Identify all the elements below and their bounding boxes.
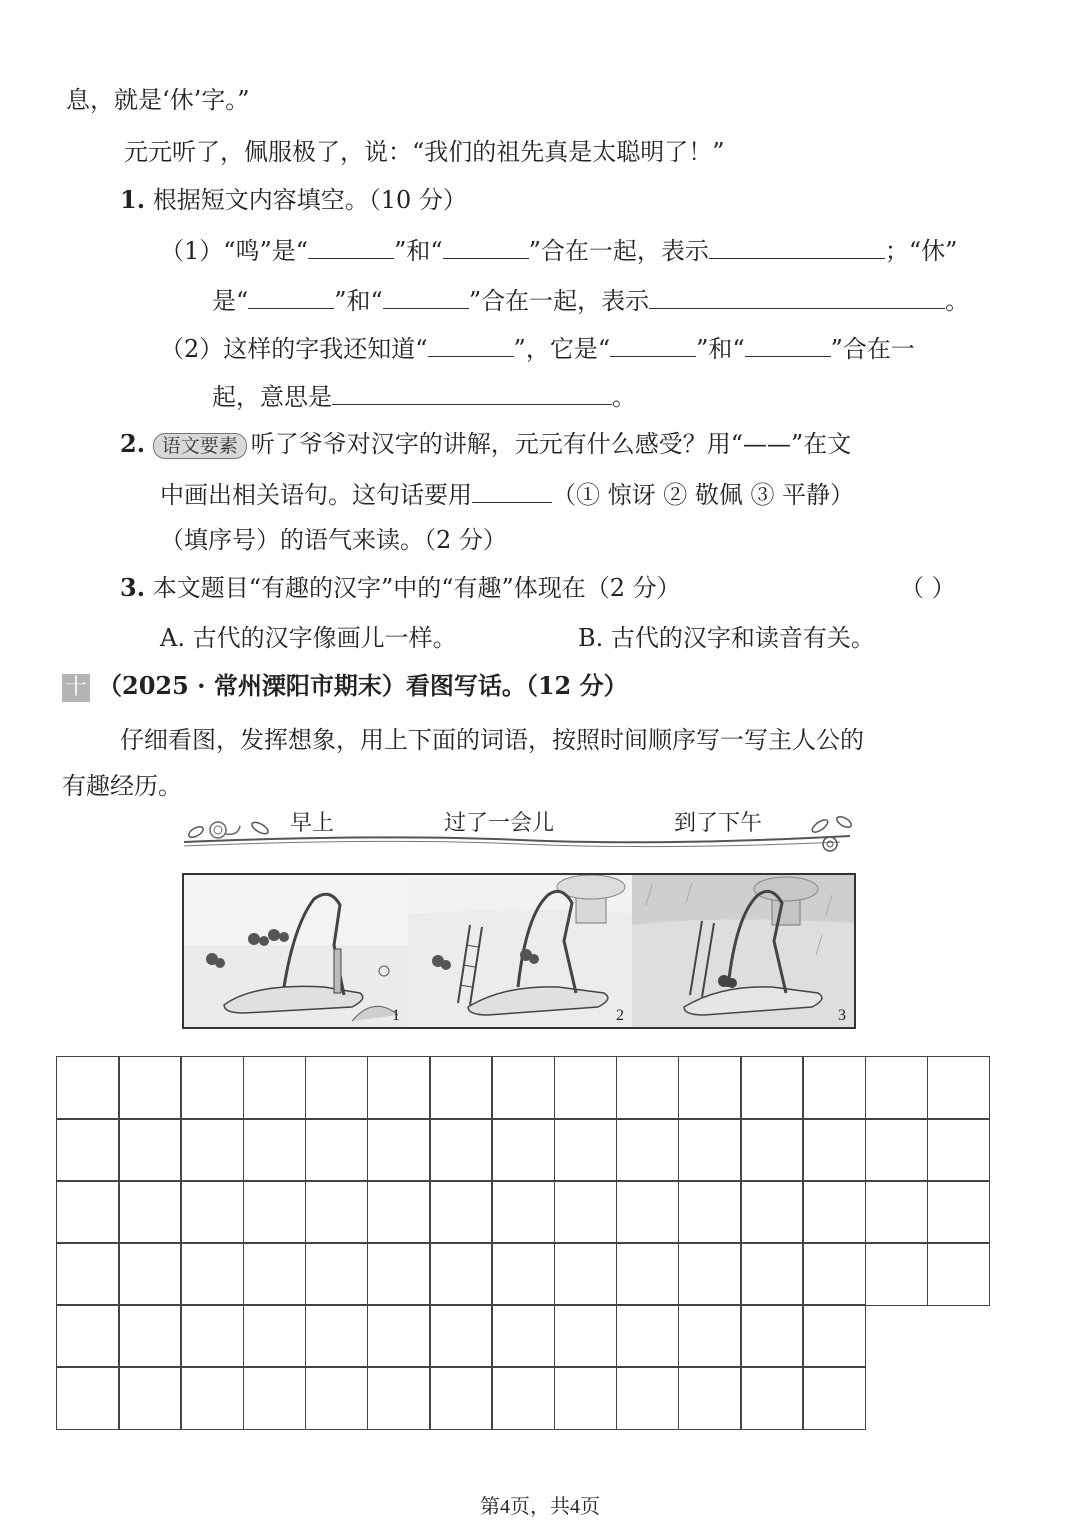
grid-cell[interactable] — [180, 1180, 244, 1244]
grid-cell[interactable] — [180, 1366, 244, 1430]
q1-part2-line2 — [212, 380, 636, 413]
q3-option-a[interactable]: A. 古代的汉字像画儿一样。 — [160, 624, 457, 652]
section-10-heading — [62, 670, 628, 702]
fill-blank[interactable] — [383, 284, 469, 309]
grid-cell[interactable] — [802, 1242, 866, 1306]
text: （2）这样的字我还知道“ — [160, 335, 428, 363]
question-stem: 本文题目“有趣的汉字”中的“有趣”体现在（2 分） — [152, 574, 681, 602]
grid-cell[interactable] — [865, 1180, 929, 1244]
grid-cell[interactable] — [678, 1180, 742, 1244]
grid-cell[interactable] — [367, 1180, 431, 1244]
q1-part1-line2 — [212, 284, 969, 317]
section-instruction-1: 仔细看图，发挥想象，用上下面的词语，按照时间顺序写一写主人公的 — [120, 726, 864, 754]
picture-strip — [182, 873, 856, 1029]
grid-cell[interactable] — [367, 1242, 431, 1306]
q3-option-b[interactable]: B. 古代的汉字和读音有关。 — [578, 624, 875, 652]
grid-cell[interactable] — [865, 1242, 929, 1306]
question-3 — [120, 572, 681, 604]
grid-cell[interactable] — [118, 1056, 182, 1120]
grid-cell[interactable] — [865, 1118, 929, 1182]
grid-cell[interactable] — [491, 1056, 555, 1120]
grid-cell[interactable] — [56, 1118, 120, 1182]
grid-cell[interactable] — [243, 1180, 307, 1244]
grid-cell[interactable] — [56, 1056, 120, 1120]
grid-cell[interactable] — [305, 1366, 369, 1430]
text: ”合在一起，表示 — [468, 287, 650, 315]
question-stem: 听了爷爷对汉字的讲解，元元有什么感受？用“——”在文 — [250, 430, 852, 458]
grid-cell[interactable] — [243, 1118, 307, 1182]
text: ”和“ — [394, 237, 443, 265]
text: ”和“ — [334, 287, 383, 315]
grid-cell[interactable] — [429, 1118, 493, 1182]
grid-cell[interactable] — [740, 1366, 804, 1430]
text: 。 — [612, 383, 636, 411]
text: ”合在一 — [830, 335, 915, 363]
grid-cell[interactable] — [305, 1118, 369, 1182]
grid-cell[interactable] — [927, 1242, 991, 1306]
grid-cell[interactable] — [554, 1304, 618, 1368]
rainy-shoe-shelter-illustration — [632, 875, 854, 1027]
grid-cell[interactable] — [554, 1180, 618, 1244]
q1-part2-line1 — [160, 332, 915, 365]
grid-cell[interactable] — [180, 1242, 244, 1306]
grid-cell[interactable] — [616, 1118, 680, 1182]
ants-ladder-shoe-illustration — [408, 875, 632, 1027]
banner-word-afternoon: 到了下午 — [674, 811, 763, 836]
grid-cell[interactable] — [118, 1366, 182, 1430]
fill-blank[interactable] — [472, 478, 552, 503]
text: 。 — [945, 287, 970, 315]
grid-cell[interactable] — [802, 1180, 866, 1244]
grid-cell[interactable] — [429, 1056, 493, 1120]
grid-cell[interactable] — [678, 1242, 742, 1306]
grid-cell[interactable] — [367, 1118, 431, 1182]
element-tag: 语文要素 — [153, 433, 247, 459]
text: 起，意思是 — [212, 383, 332, 411]
fill-blank[interactable] — [610, 332, 696, 357]
grid-cell[interactable] — [616, 1304, 680, 1368]
question-number: 2. — [120, 429, 146, 458]
passage-last-line: 元元听了，佩服极了，说：“我们的祖先真是太聪明了！” — [124, 138, 725, 166]
grid-cell[interactable] — [429, 1180, 493, 1244]
grid-cell[interactable] — [305, 1180, 369, 1244]
answer-paren[interactable]: （ ） — [900, 574, 956, 602]
grid-cell[interactable] — [491, 1118, 555, 1182]
grid-cell[interactable] — [616, 1242, 680, 1306]
grid-cell[interactable] — [491, 1180, 555, 1244]
grid-cell[interactable] — [56, 1366, 120, 1430]
grid-cell[interactable] — [616, 1366, 680, 1430]
text: ”和“ — [696, 335, 745, 363]
grid-cell[interactable] — [927, 1118, 991, 1182]
grid-cell[interactable] — [56, 1180, 120, 1244]
grid-cell[interactable] — [429, 1242, 493, 1306]
question-stem: 根据短文内容填空。（10 分） — [152, 186, 467, 214]
text: 中画出相关语句。这句话要用 — [160, 481, 472, 509]
question-1 — [120, 184, 467, 216]
page-number: 第4页，共4页 — [480, 1496, 600, 1518]
q1-part1-line1 — [160, 234, 957, 267]
grid-cell[interactable] — [429, 1366, 493, 1430]
grid-cell[interactable] — [180, 1118, 244, 1182]
question-2 — [120, 428, 851, 460]
question-number: 1. — [120, 185, 146, 214]
grid-cell[interactable] — [802, 1366, 866, 1430]
text: ；“休” — [884, 237, 958, 265]
grid-cell[interactable] — [927, 1056, 991, 1120]
text: ”合在一起，表示 — [528, 237, 709, 265]
section-instruction-2: 有趣经历。 — [62, 772, 182, 800]
passage-end-line: 息，就是‘休’字。” — [66, 86, 250, 114]
grid-cell[interactable] — [56, 1304, 120, 1368]
text: ”，它是“ — [513, 335, 611, 363]
grid-cell[interactable] — [802, 1056, 866, 1120]
options: （① 惊讶 ② 敬佩 ③ 平静） — [552, 481, 855, 509]
grid-cell[interactable] — [243, 1304, 307, 1368]
text: （1）“鸣”是“ — [160, 237, 309, 265]
grid-cell[interactable] — [554, 1118, 618, 1182]
grid-cell[interactable] — [180, 1304, 244, 1368]
grid-cell[interactable] — [243, 1242, 307, 1306]
grid-cell[interactable] — [554, 1056, 618, 1120]
fill-blank[interactable] — [248, 284, 334, 309]
panel-number: 1 — [392, 1007, 400, 1024]
fill-blank[interactable] — [649, 284, 945, 309]
grid-cell[interactable] — [554, 1242, 618, 1306]
grid-cell[interactable] — [367, 1056, 431, 1120]
grid-cell[interactable] — [740, 1180, 804, 1244]
question-number: 3. — [120, 573, 146, 602]
grid-cell[interactable] — [740, 1242, 804, 1306]
grid-cell[interactable] — [740, 1118, 804, 1182]
banner-word-later: 过了一会儿 — [444, 811, 555, 836]
grid-cell[interactable] — [678, 1118, 742, 1182]
grid-cell[interactable] — [678, 1304, 742, 1368]
fill-blank[interactable] — [332, 380, 612, 405]
grid-cell[interactable] — [429, 1304, 493, 1368]
grid-cell[interactable] — [491, 1304, 555, 1368]
grid-cell[interactable] — [180, 1056, 244, 1120]
grid-cell[interactable] — [305, 1304, 369, 1368]
grid-cell[interactable] — [802, 1118, 866, 1182]
panel-number: 3 — [838, 1007, 846, 1024]
grid-cell[interactable] — [616, 1180, 680, 1244]
grid-cell[interactable] — [491, 1242, 555, 1306]
section-title: （2025 · 常州溧阳市期末）看图写话。（12 分） — [98, 671, 628, 700]
grid-cell[interactable] — [118, 1242, 182, 1306]
grid-cell[interactable] — [56, 1242, 120, 1306]
grid-cell[interactable] — [118, 1180, 182, 1244]
grid-cell[interactable] — [740, 1056, 804, 1120]
grid-cell[interactable] — [802, 1304, 866, 1368]
grid-cell[interactable] — [305, 1056, 369, 1120]
grid-cell[interactable] — [305, 1242, 369, 1306]
grid-cell[interactable] — [367, 1304, 431, 1368]
fill-blank[interactable] — [709, 234, 885, 259]
grid-cell[interactable] — [740, 1304, 804, 1368]
grid-cell[interactable] — [927, 1180, 991, 1244]
fill-blank[interactable] — [428, 332, 514, 357]
word-banner — [180, 808, 860, 860]
fill-blank[interactable] — [308, 234, 394, 259]
grid-cell[interactable] — [118, 1118, 182, 1182]
grid-cell[interactable] — [243, 1366, 307, 1430]
section-badge: 十 — [62, 674, 90, 702]
picture-panel-3 — [632, 875, 854, 1027]
picture-panel-1 — [184, 875, 409, 1027]
text: 是“ — [212, 287, 249, 315]
banner-word-morning: 早上 — [290, 811, 335, 836]
ants-and-shoe-illustration — [184, 875, 408, 1027]
grid-cell[interactable] — [678, 1366, 742, 1430]
grid-cell[interactable] — [865, 1056, 929, 1120]
panel-number: 2 — [616, 1007, 624, 1024]
grid-cell[interactable] — [118, 1304, 182, 1368]
fill-blank[interactable] — [745, 332, 831, 357]
picture-panel-2 — [408, 875, 633, 1027]
q2-line2 — [160, 478, 854, 511]
grid-cell[interactable] — [678, 1056, 742, 1120]
q2-line3: （填序号）的语气来读。（2 分） — [160, 526, 507, 554]
fill-blank[interactable] — [443, 234, 529, 259]
grid-cell[interactable] — [243, 1056, 307, 1120]
grid-cell[interactable] — [491, 1366, 555, 1430]
grid-cell[interactable] — [554, 1366, 618, 1430]
grid-cell[interactable] — [616, 1056, 680, 1120]
grid-cell[interactable] — [367, 1366, 431, 1430]
